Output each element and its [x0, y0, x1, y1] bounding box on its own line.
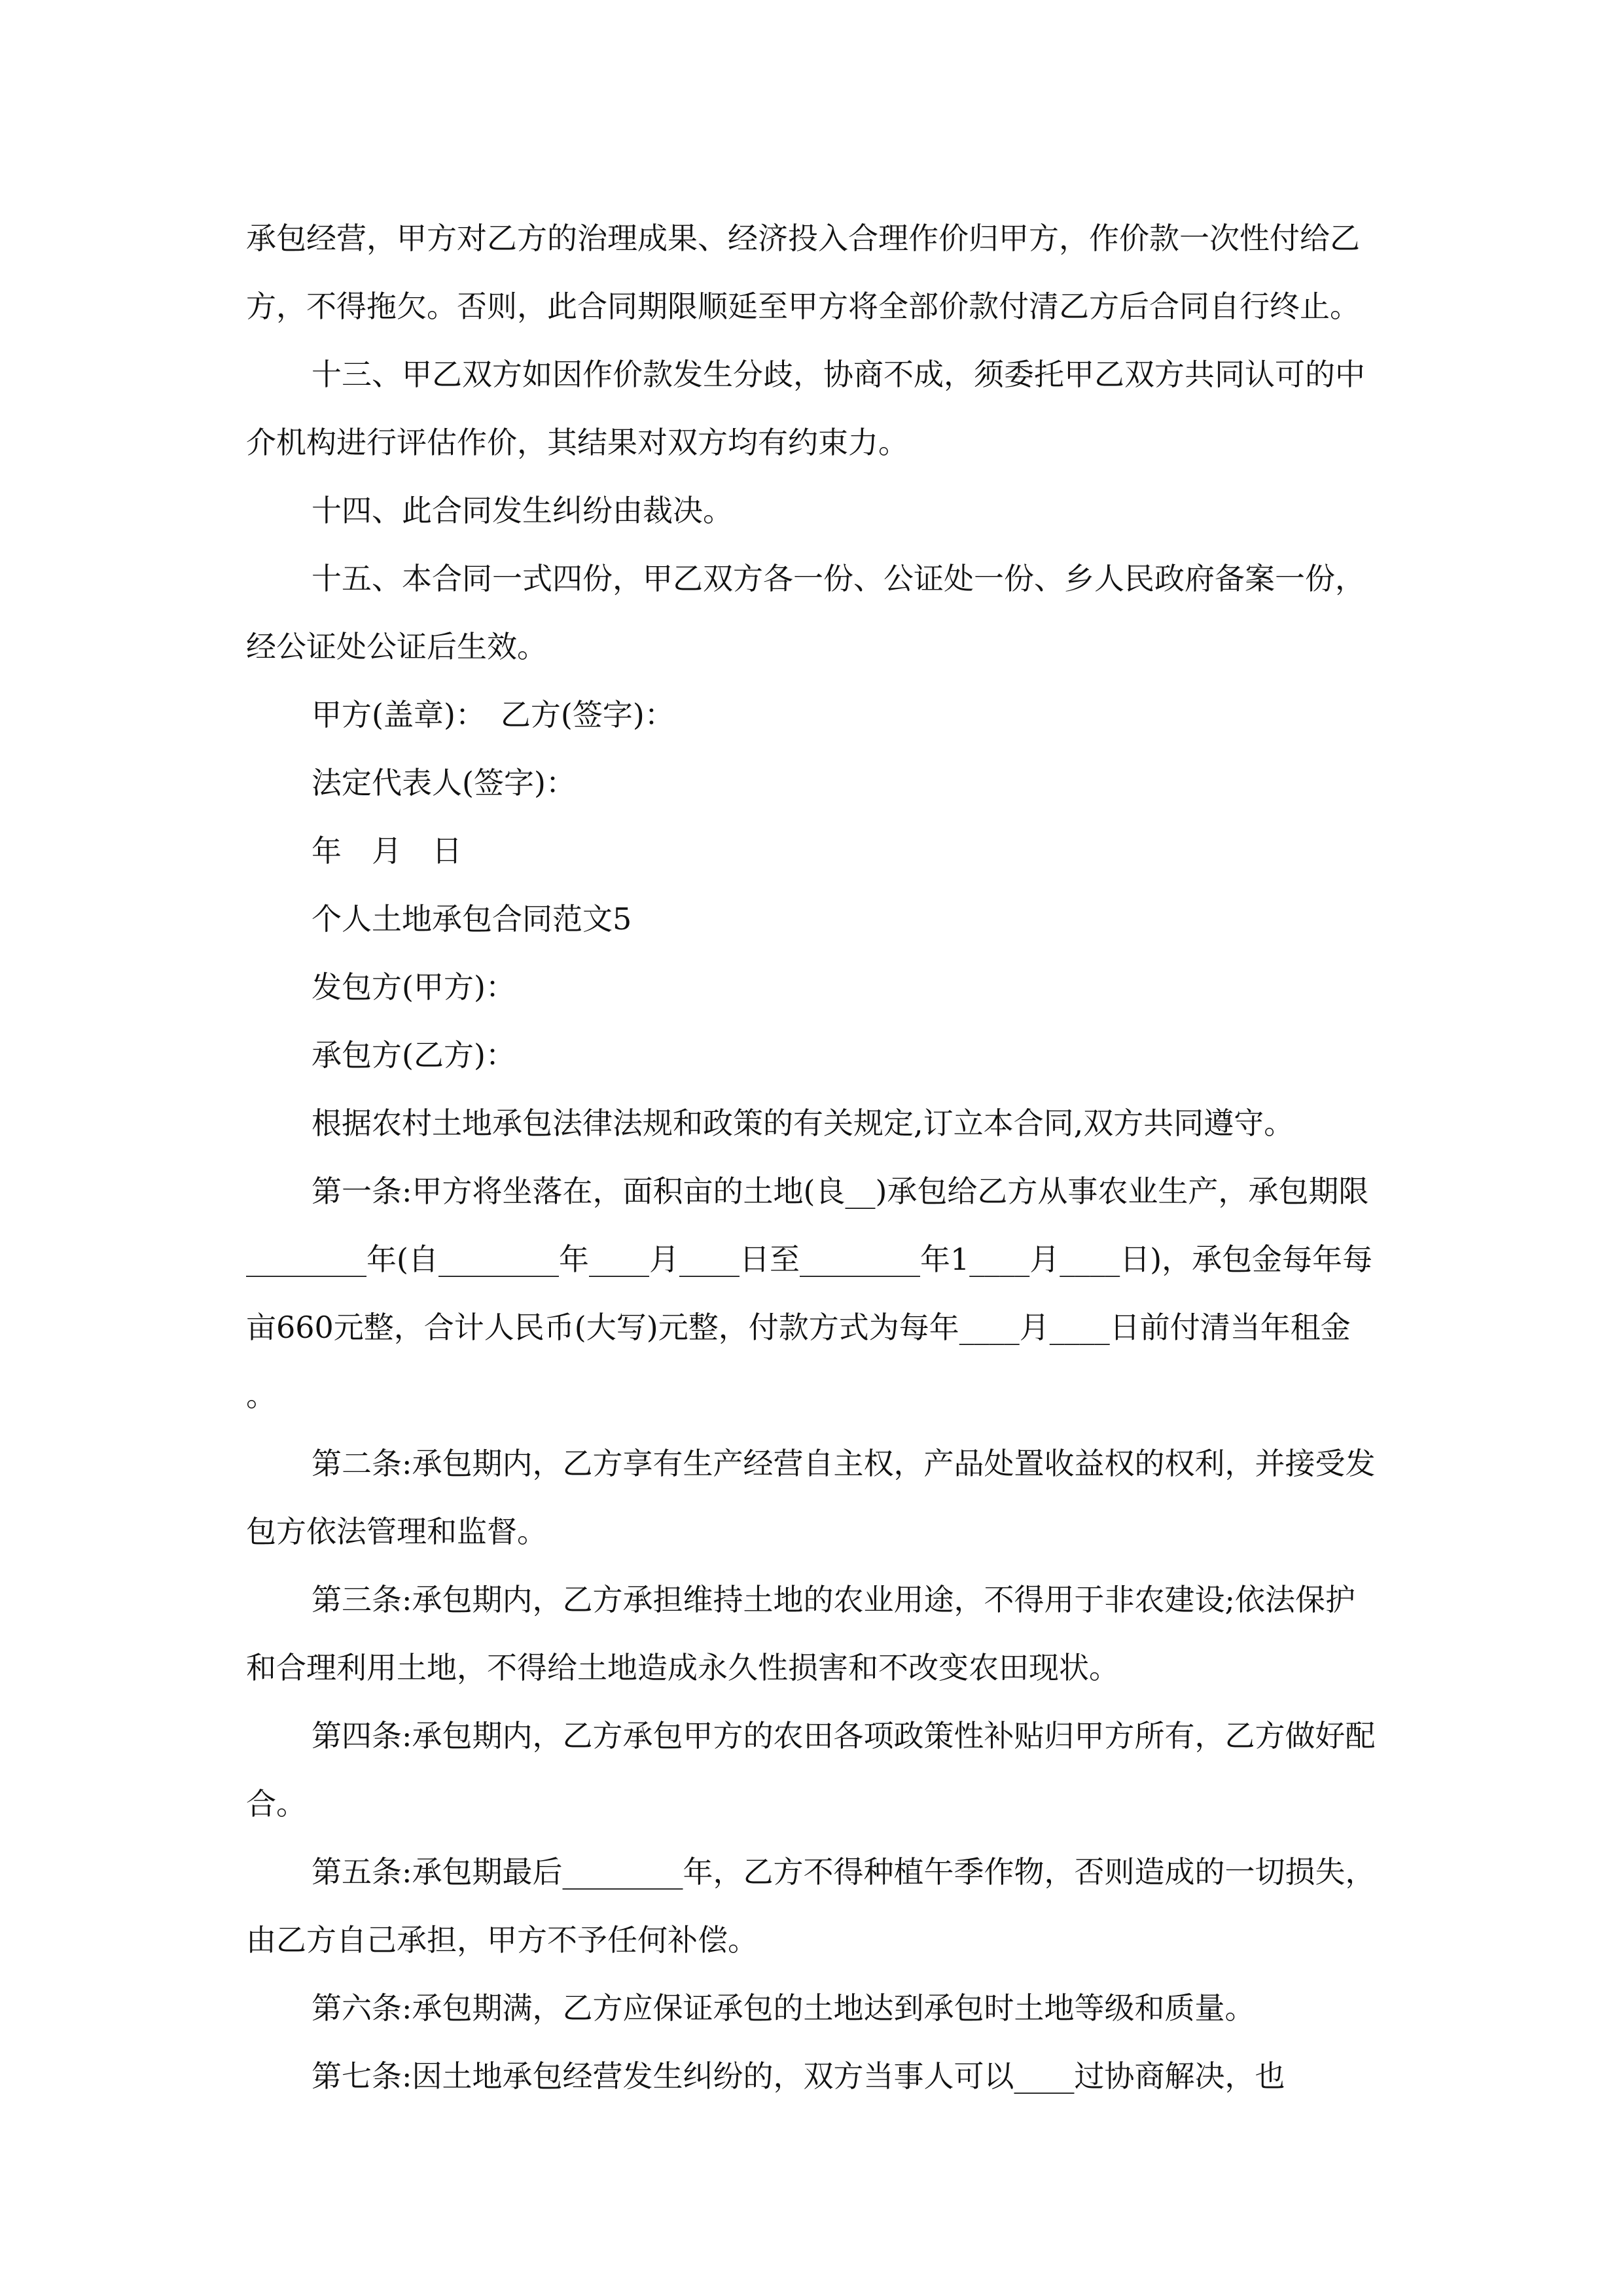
- article-1: 第一条:甲方将坐落在，面积亩的土地(良__)承包给乙方从事农业生产，承包期限________年(自________年____月____日至________年1____月____日)，承包金每年每亩660元整，合计人民币(大写)元整，付款方式为每年____月____日前付清当年租金。: [246, 1174, 1373, 1413]
- paragraph-3: 十四、此合同发生纠纷由裁决。: [312, 493, 733, 528]
- preamble-paragraph: 根据农村土地承包法律法规和政策的有关规定,订立本合同,双方共同遵守。: [312, 1105, 1294, 1141]
- party-b-line: 承包方(乙方)：: [312, 1037, 516, 1073]
- signature-line-representative: 法定代表人(签字)：: [312, 765, 576, 800]
- article-2: 第二条:承包期内，乙方享有生产经营自主权，产品处置收益权的权利，并接受发包方依法管理和监督。: [246, 1446, 1376, 1549]
- paragraph-2: 十三、甲乙双方如因作价款发生分歧，协商不成，须委托甲乙双方共同认可的中介机构进行评估作价，其结果对双方均有约束力。: [246, 357, 1365, 460]
- article-3: 第三条:承包期内，乙方承担维持土地的农业用途，不得用于非农建设;依法保护和合理利用土地，不得给土地造成永久性损害和不改变农田现状。: [246, 1582, 1355, 1685]
- signature-line-parties: 甲方(盖章)： 乙方(签字)：: [312, 697, 675, 732]
- section-title: 个人土地承包合同范文5: [312, 901, 632, 937]
- party-a-line: 发包方(甲方)：: [312, 969, 516, 1005]
- article-4: 第四条:承包期内，乙方承包甲方的农田各项政策性补贴归甲方所有，乙方做好配合。: [246, 1718, 1376, 1821]
- article-7: 第七条:因土地承包经营发生纠纷的，双方当事人可以____过协商解决，也: [312, 2058, 1285, 2094]
- contract-text-body: [246, 204, 1380, 2110]
- article-6: 第六条:承包期满，乙方应保证承包的土地达到承包时土地等级和质量。: [312, 1990, 1255, 2026]
- paragraph-1: 承包经营，甲方对乙方的治理成果、经济投入合理作价归甲方，作价款一次性付给乙方，不得拖欠。否则，此合同期限顺延至甲方将全部价款付清乙方后合同自行终止。: [246, 221, 1360, 324]
- date-line: 年 月 日: [312, 833, 462, 869]
- paragraph-4: 十五、本合同一式四份，甲乙双方各一份、公证处一份、乡人民政府备案一份，经公证处公证后生效。: [246, 561, 1365, 664]
- article-5: 第五条:承包期最后________年，乙方不得种植午季作物，否则造成的一切损失，由乙方自己承担，甲方不予任何补偿。: [246, 1854, 1376, 1958]
